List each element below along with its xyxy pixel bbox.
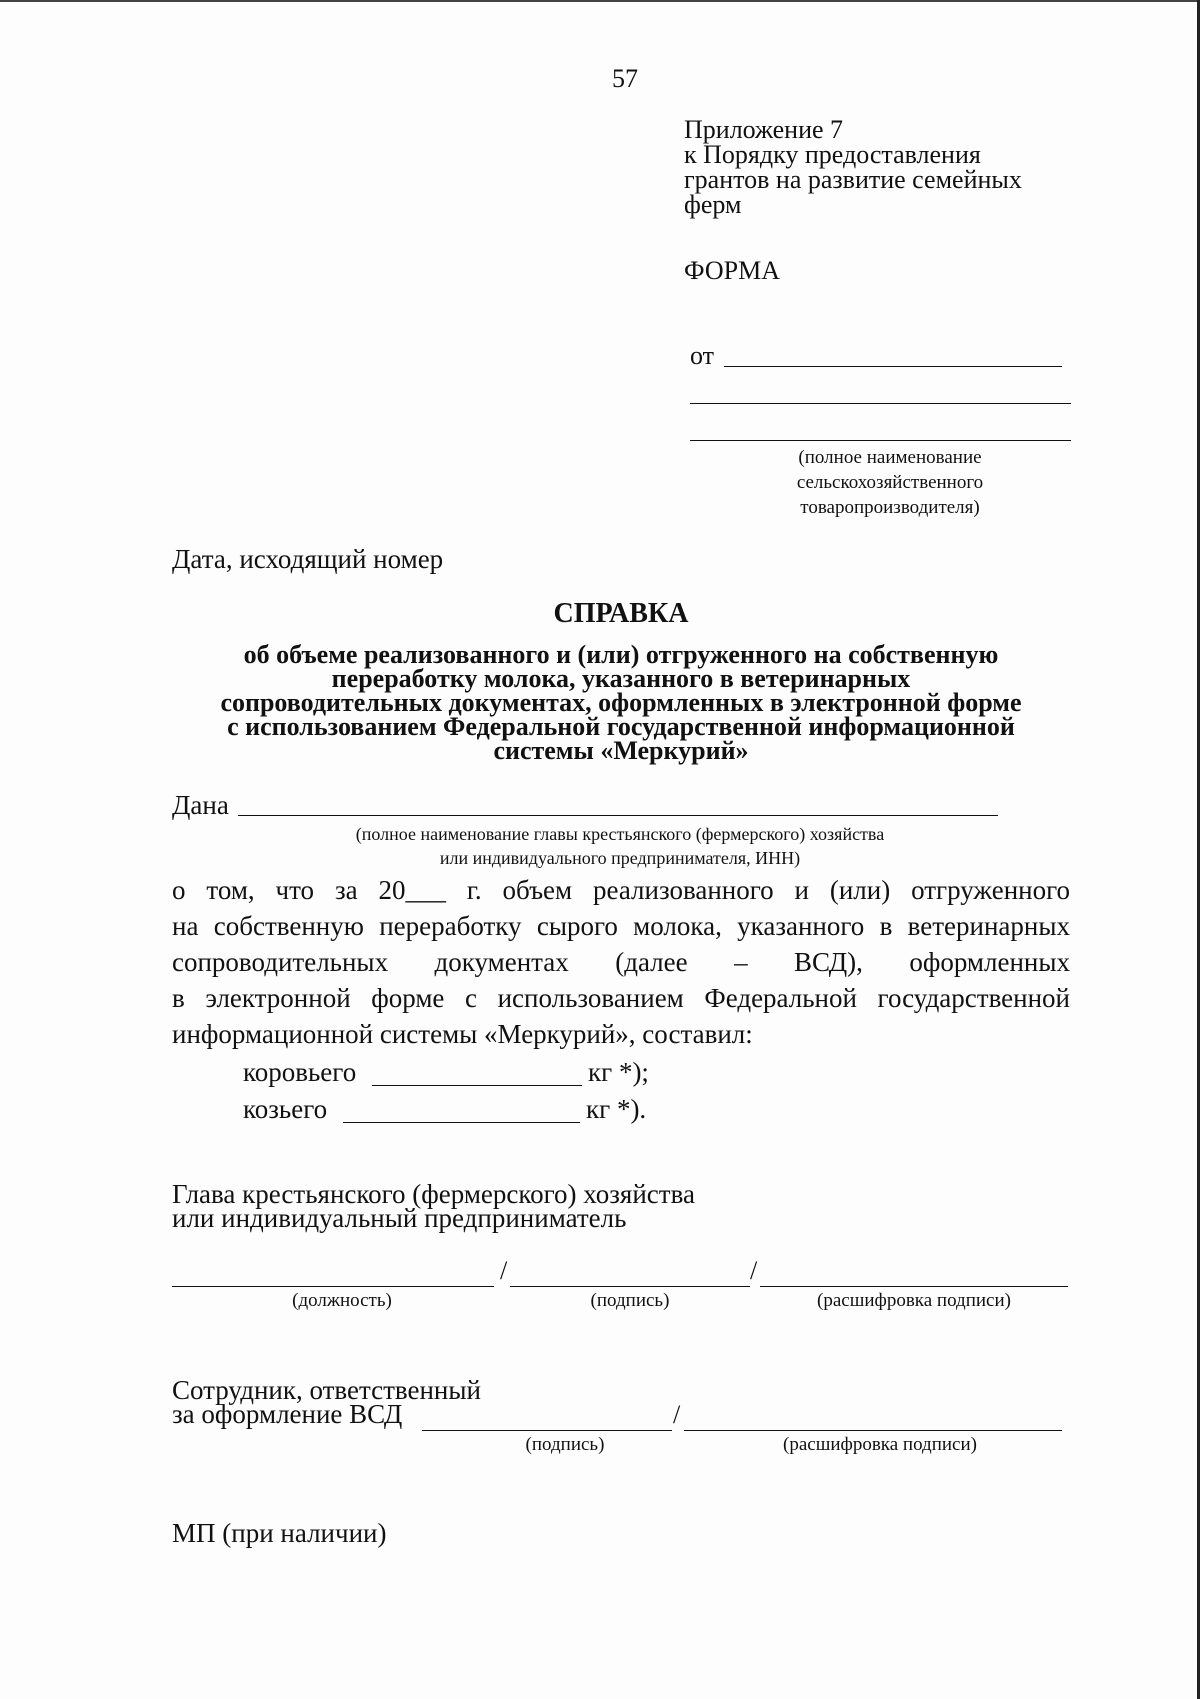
from-note-line-2: сельскохозяйственного [796, 472, 984, 493]
head-position-field[interactable] [172, 1286, 494, 1287]
goat-amount-field[interactable] [343, 1122, 580, 1123]
cow-unit: кг *); [588, 1057, 649, 1087]
from-label: от [690, 341, 715, 370]
employee-line-2: за оформление ВСД [172, 1399, 403, 1429]
employee-decoding-field[interactable] [684, 1430, 1062, 1431]
appendix-header [684, 117, 1104, 217]
given-note-line-2: или индивидуального предпринимателя, ИНН) [439, 848, 801, 868]
head-line-1: Глава крестьянского (фермерского) хозяйства [172, 1179, 695, 1209]
subtitle-line-3: сопроводительных документах, оформленных в электронной форме [220, 688, 1022, 717]
employee-line-1: Сотрудник, ответственный [172, 1375, 481, 1405]
head-decoding-caption: (расшифровка подписи) [817, 1290, 1011, 1311]
body-line-5: информационной системы «Меркурий», составил: [172, 1019, 753, 1049]
from-field-line-3[interactable] [690, 440, 1071, 441]
page-number: 57 [612, 64, 638, 93]
form-label: ФОРМА [684, 256, 780, 285]
appendix-line-1: Приложение 7 [684, 115, 844, 144]
body-line-1: о том, что за 20___ г. объем реализованного и (или) отгруженного [172, 875, 1070, 905]
given-note [240, 822, 1000, 870]
page-top-edge [0, 0, 1200, 2]
from-field-line-1[interactable] [724, 366, 1062, 367]
employee-signature-field[interactable] [422, 1430, 672, 1431]
body-line-2: на собственную переработку сырого молока, указанного в ветеринарных [172, 911, 1070, 941]
date-label: Дата, исходящий номер [172, 544, 444, 574]
body-line-3: сопроводительных документах (далее – ВСД), оформленных [172, 947, 1070, 977]
employee-label [172, 1375, 481, 1429]
from-note-line-1: (полное наименование [798, 447, 982, 468]
from-note [740, 445, 1040, 520]
body-paragraph [172, 872, 1070, 1052]
head-separator-2: / [750, 1256, 758, 1285]
given-label: Дана [172, 790, 229, 820]
employee-signature-caption: (подпись) [525, 1434, 605, 1455]
document-subtitle [150, 640, 1092, 765]
stamp-label: МП (при наличии) [172, 1518, 387, 1548]
head-label [172, 1179, 695, 1233]
from-note-line-3: товаропроизводителя) [800, 497, 980, 518]
given-field-line[interactable] [238, 815, 998, 816]
head-signature-field[interactable] [510, 1286, 750, 1287]
appendix-line-4: ферм [684, 190, 742, 219]
appendix-line-2: к Порядку предоставления [684, 140, 981, 169]
appendix-line-3: грантов на развитие семейных [684, 165, 1022, 194]
employee-separator: / [673, 1400, 681, 1429]
from-field-line-2[interactable] [690, 403, 1071, 404]
subtitle-line-1: об объеме реализованного и (или) отгруженного на собственную [243, 640, 999, 669]
subtitle-line-2: переработку молока, указанного в ветеринарных [331, 664, 911, 693]
subtitle-line-5: системы «Меркурий» [493, 736, 749, 765]
goat-unit: кг *). [586, 1094, 647, 1124]
subtitle-line-4: с использованием Федеральной государственной информационной [227, 712, 1015, 741]
goat-label: козьего [243, 1094, 328, 1124]
employee-decoding-caption: (расшифровка подписи) [783, 1434, 977, 1455]
document-title: СПРАВКА [553, 598, 689, 629]
head-separator-1: / [500, 1256, 508, 1285]
head-line-2: или индивидуальный предприниматель [172, 1203, 627, 1233]
head-signature-caption: (подпись) [590, 1290, 670, 1311]
head-position-caption: (должность) [292, 1290, 392, 1311]
body-line-4: в электронной форме с использованием Федеральной государственной [172, 983, 1070, 1013]
head-decoding-field[interactable] [760, 1286, 1068, 1287]
cow-label: коровьего [243, 1057, 357, 1087]
cow-amount-field[interactable] [372, 1085, 582, 1086]
given-note-line-1: (полное наименование главы крестьянского (фермерского) хозяйства [355, 824, 885, 844]
